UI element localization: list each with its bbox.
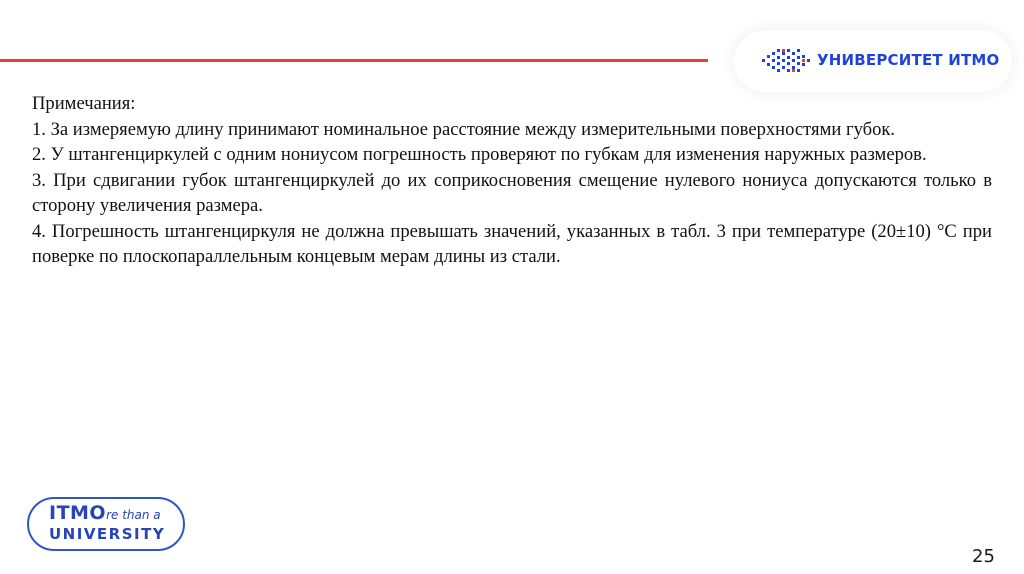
page-number: 25	[972, 546, 995, 567]
notes-title: Примечания:	[32, 93, 136, 114]
notes-block	[32, 91, 992, 270]
university-name-logo: УНИВЕРСИТЕТ ИТМО	[817, 51, 1000, 69]
footer-logo-itmo: ITMO	[49, 502, 107, 524]
itmo-footer-logo	[27, 497, 185, 551]
footer-logo-university: UNIVERSITY	[49, 525, 166, 543]
footer-logo-tagline: re than a	[106, 508, 161, 522]
note-item-2: 2. У штангенциркулей с одним нониусом погрешность проверяют по губкам для изменения наружных размеров.	[32, 144, 927, 165]
header-divider	[0, 59, 708, 62]
itmo-dots-icon	[762, 48, 812, 74]
note-item-3: 3. При сдвигании губок штангенциркулей до их соприкосновения смещение нулевого нониуса допускаются только в сторону увеличения размера.	[32, 169, 992, 216]
note-item-1: 1. За измеряемую длину принимают номинальное расстояние между измерительными поверхностями губок.	[32, 118, 896, 140]
footer-logo-row	[49, 502, 161, 524]
itmo-header-logo	[734, 30, 1012, 92]
note-item-4: 4. Погрешность штангенциркуля не должна превышать значений, указанных в табл. 3 при температуре (20±10) °С при поверке по плоскопараллельным концевым мерам длины из стали.	[32, 220, 992, 267]
